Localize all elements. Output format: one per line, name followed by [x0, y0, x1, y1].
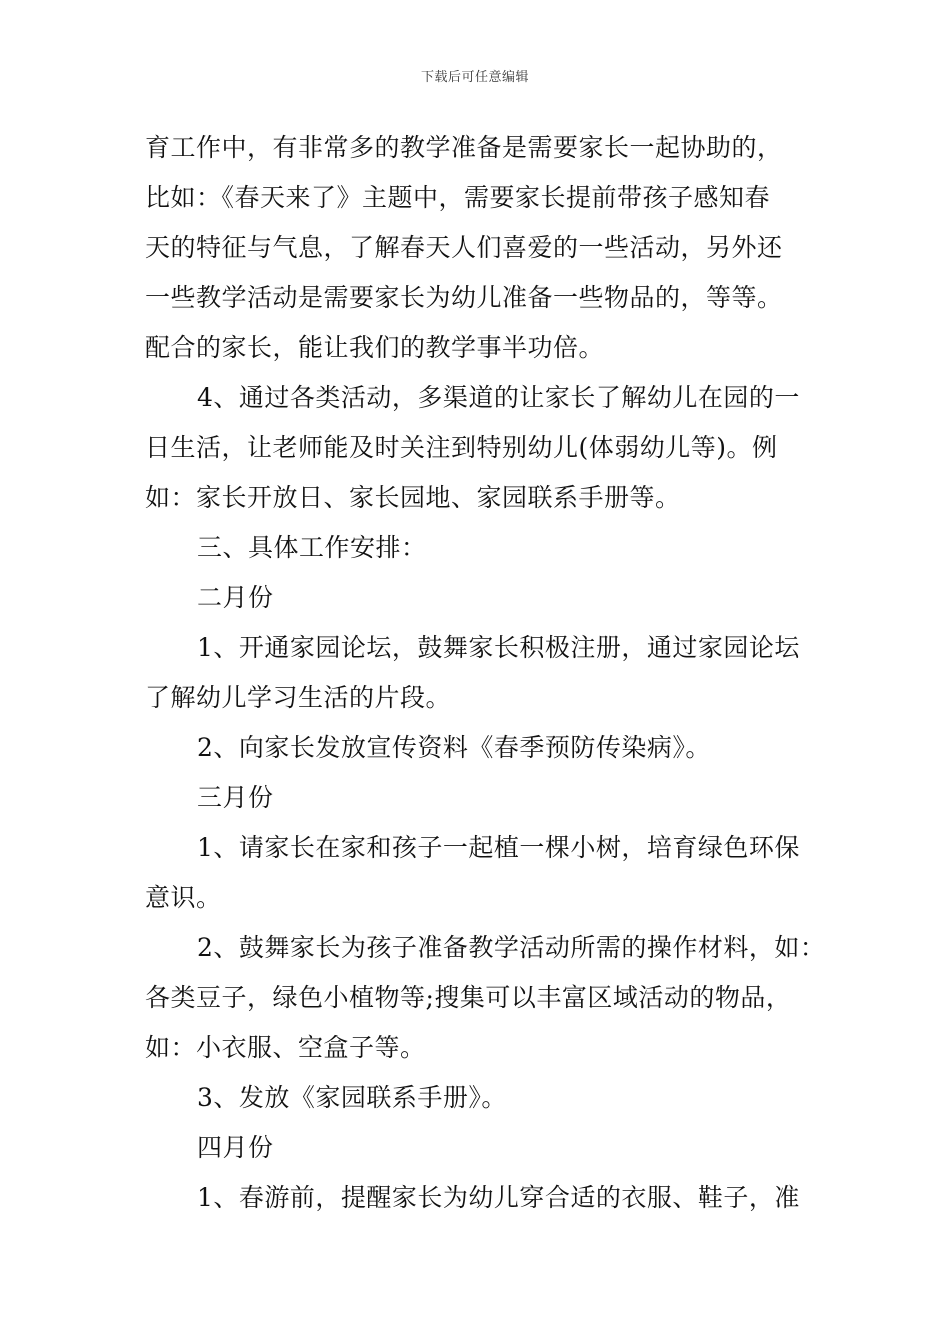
document-body: [145, 123, 825, 1223]
text-line: 意识。: [145, 883, 222, 912]
text-line: 2、鼓舞家长为孩子准备教学活动所需的操作材料，如：: [197, 933, 826, 962]
text-line: 3、发放《家园联系手册》。: [197, 1083, 507, 1112]
text-line: 一些教学活动是需要家长为幼儿准备一些物品的，等等。: [145, 283, 783, 312]
text-line: 4、通过各类活动，多渠道的让家长了解幼儿在园的一: [197, 383, 800, 412]
text-line: 1、春游前，提醒家长为幼儿穿合适的衣服、鞋子，准: [197, 1183, 800, 1212]
month-heading: 四月份: [197, 1133, 274, 1162]
text-line: 1、请家长在家和孩子一起植一棵小树，培育绿色环保: [197, 833, 800, 862]
text-line: 配合的家长，能让我们的教学事半功倍。: [145, 333, 605, 362]
text-line: 比如：《春天来了》主题中，需要家长提前带孩子感知春: [145, 183, 771, 212]
section-heading: 三、具体工作安排：: [197, 533, 427, 562]
text-line: 日生活，让老师能及时关注到特别幼儿(体弱幼儿等)。例: [145, 433, 778, 462]
text-line: 各类豆子，绿色小植物等;搜集可以丰富区域活动的物品，: [145, 983, 792, 1012]
text-line: 如：小衣服、空盒子等。: [145, 1033, 426, 1062]
text-line: 天的特征与气息，了解春天人们喜爱的一些活动，另外还: [145, 233, 783, 262]
month-heading: 三月份: [197, 783, 274, 812]
text-line: 1、开通家园论坛，鼓舞家长积极注册，通过家园论坛: [197, 633, 800, 662]
text-line: 了解幼儿学习生活的片段。: [145, 683, 452, 712]
text-line: 如：家长开放日、家长园地、家园联系手册等。: [145, 483, 681, 512]
month-heading: 二月份: [197, 583, 274, 612]
text-line: 2、向家长发放宣传资料《春季预防传染病》。: [197, 733, 711, 762]
page-header-note: 下载后可任意编辑: [420, 70, 529, 85]
text-line: 育工作中，有非常多的教学准备是需要家长一起协助的，: [145, 133, 783, 162]
